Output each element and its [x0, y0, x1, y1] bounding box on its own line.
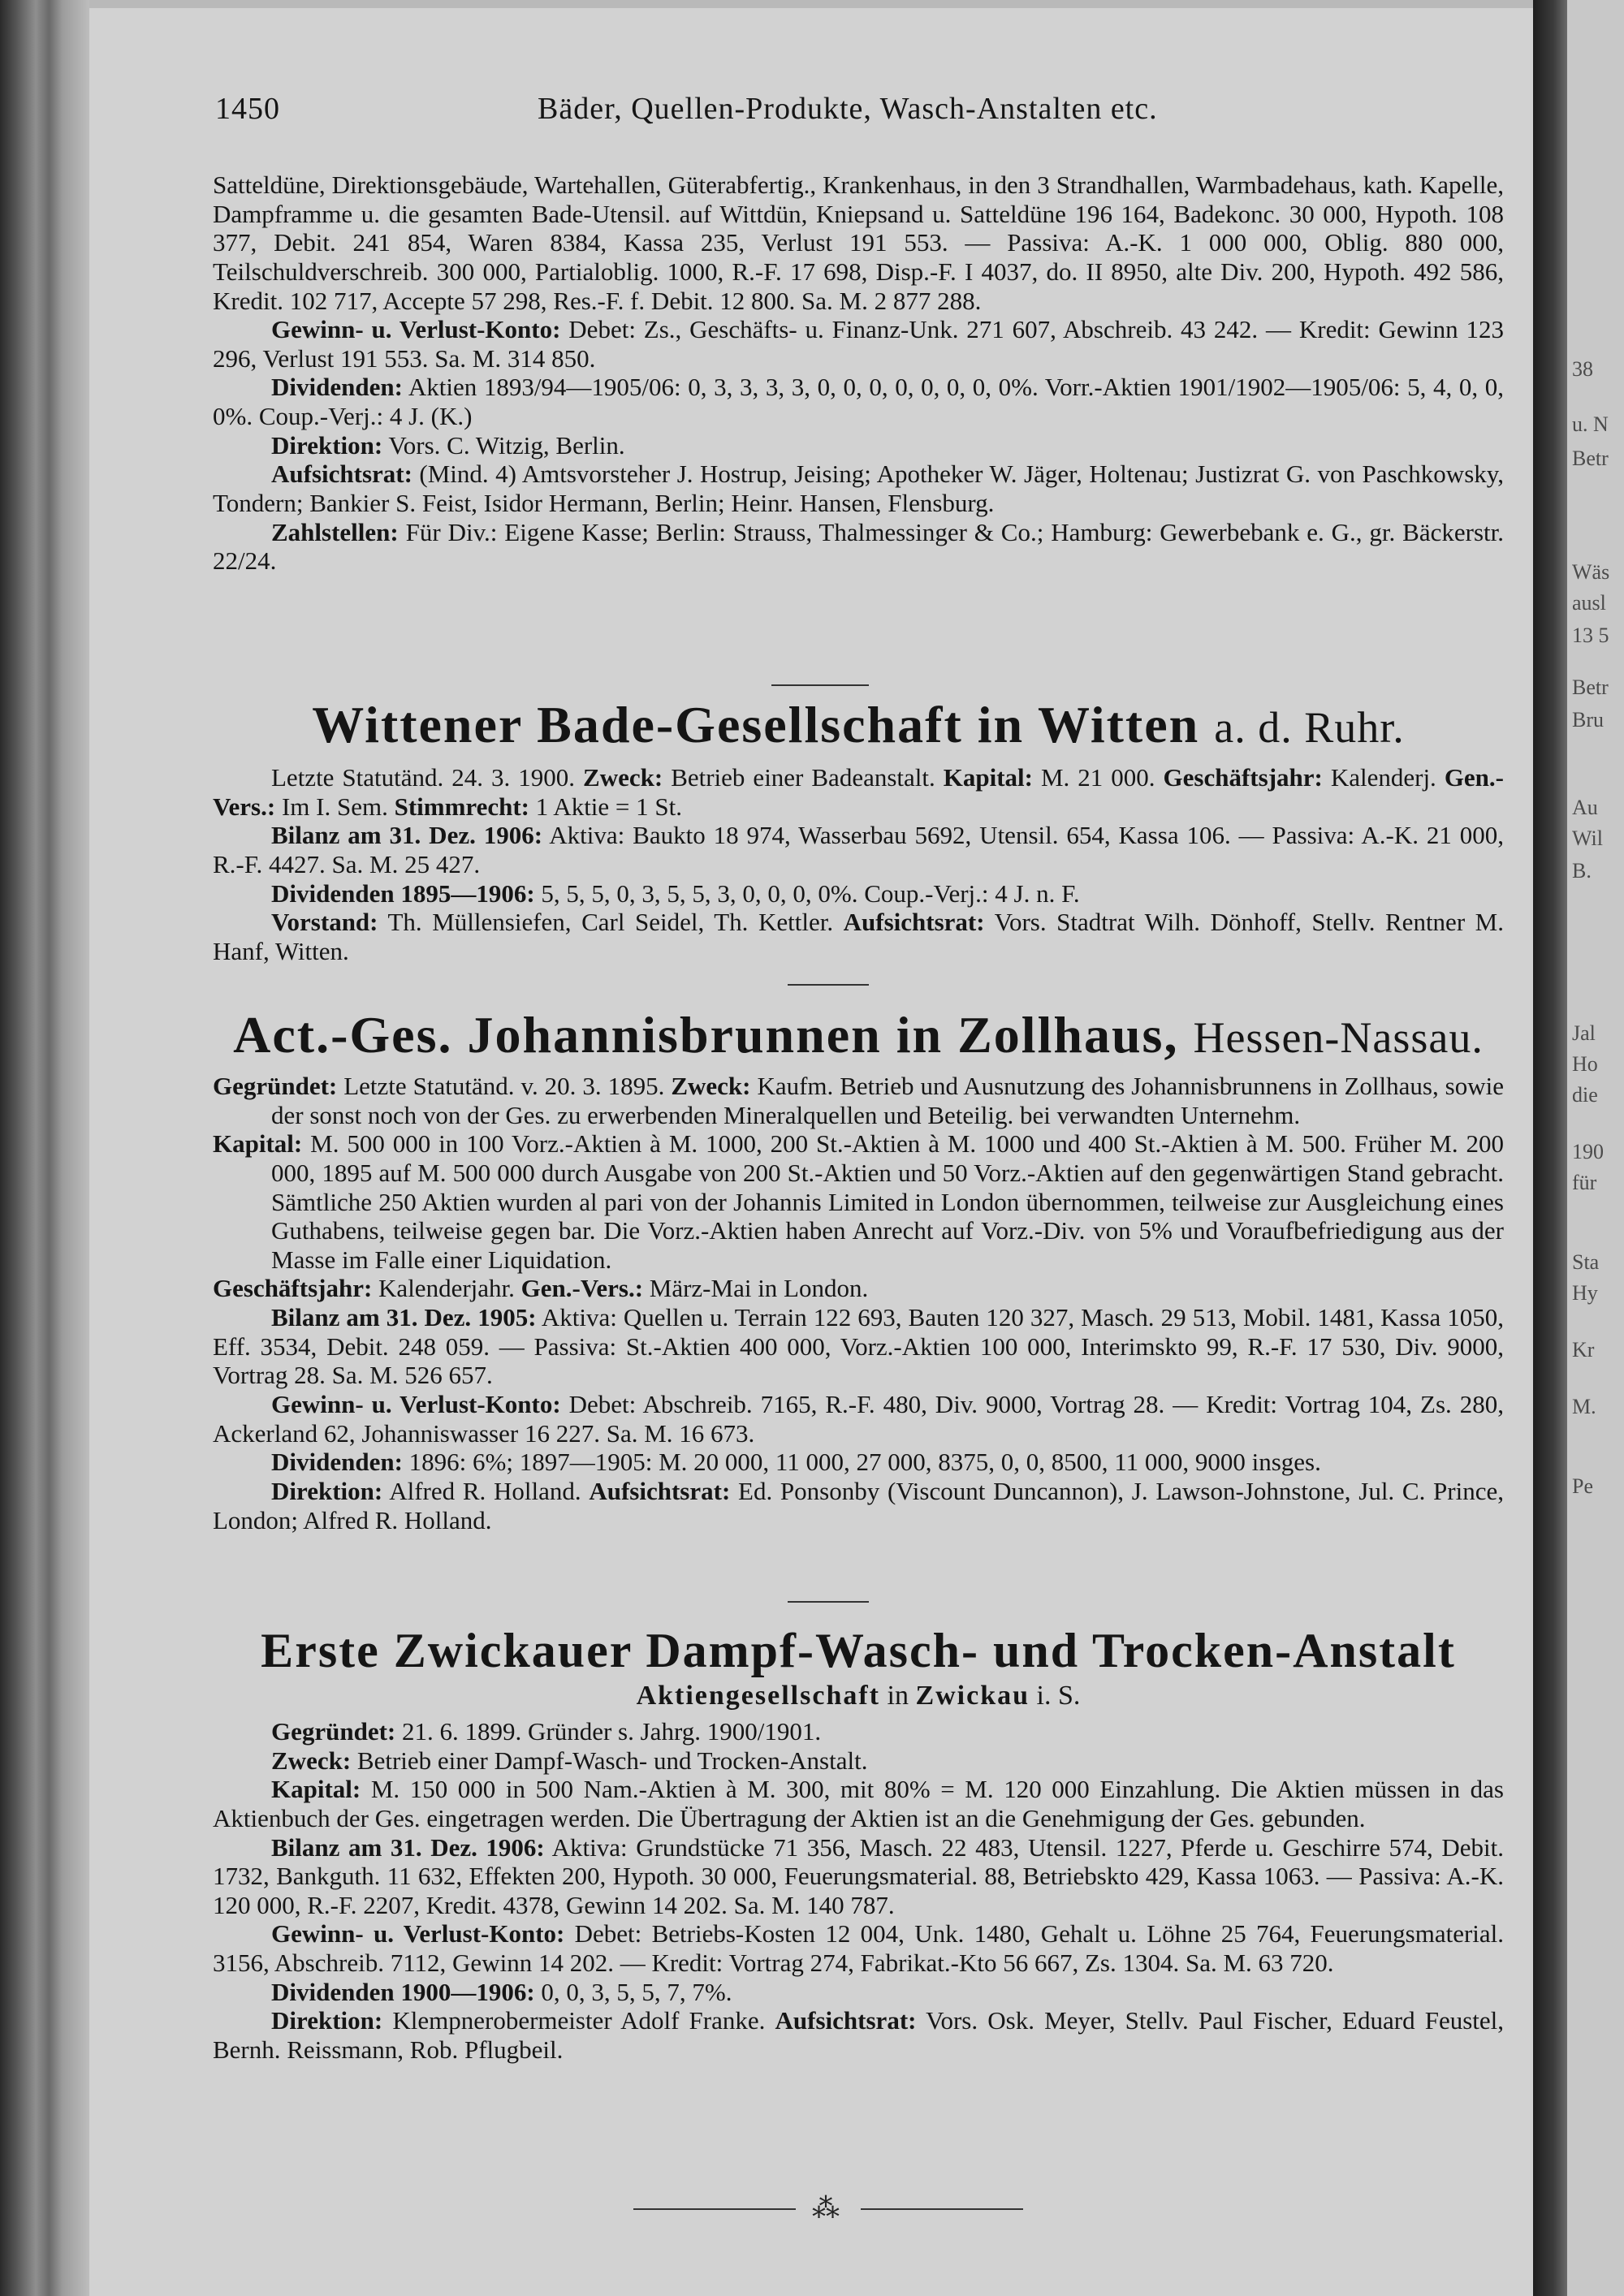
basics-paragraph: Letzte Statutänd. 24. 3. 1900. Zweck: Betrieb einer Badeanstalt. Kapital: M. 21 000. Geschäftsjahr: Kalenderj. Gen.-Vers.: Im I. Sem. Stimmrecht: 1 Aktie = 1 St. — [213, 763, 1504, 821]
next-page-fragment: Wäs — [1572, 560, 1610, 584]
next-page-fragment: Sta — [1572, 1250, 1600, 1274]
book-binding — [0, 0, 89, 2296]
company-name: Act.-Ges. Johannisbrunnen in Zollhaus, — [233, 1006, 1179, 1064]
profit-loss-paragraph — [213, 315, 1504, 373]
dividends-paragraph — [213, 373, 1504, 430]
next-page-fragment: M. — [1572, 1395, 1596, 1418]
founding-paragraph: Gegründet: Letzte Statutänd. v. 20. 3. 1895. Zweck: Kaufm. Betrieb und Ausnutzung des Johannisbrunnens in Zollhaus, sowie der sonst noch von der Ges. zu erwerbenden Mineralquellen und Beteilig. bei verwandten Unternehm. — [213, 1072, 1504, 1129]
next-page-fragment: u. N — [1572, 412, 1609, 436]
next-page-fragment: 38 — [1572, 357, 1593, 381]
section-divider — [771, 684, 869, 686]
next-page-fragment: Wil — [1572, 826, 1603, 850]
profit-loss-paragraph: Gewinn- u. Verlust-Konto: Debet: Abschreib. 7165, R.-F. 480, Div. 9000, Vortrag 28. — Kredit: Vortrag 104, Zs. 280, Ackerland 62, Johanniswasser 16 227. Sa. M. 16 673. — [213, 1390, 1504, 1448]
entry-zwickau — [213, 1717, 1504, 2065]
balance-paragraph: Bilanz am 31. Dez. 1906: Aktiva: Grundstücke 71 356, Masch. 22 483, Utensil. 1227, Pferde u. Geschirre 574, Debit. 1732, Bankguth. 11 632, Effekten 200, Hypoth. 30 000, Feuerungsmaterial. 88, Betriebskto 429, Kassa 1063. — Passiva: A.-K. 120 000, R.-F. 2207, Kredit. 4378, Gewinn 14 202. Sa. M. 140 787. — [213, 1832, 1504, 1919]
page-gutter — [1533, 0, 1567, 2296]
next-page-fragment: Pe — [1572, 1474, 1593, 1498]
field-value: (Mind. 4) Amtsvorsteher J. Hostrup, Jeising; Apotheker W. Jäger, Holtenau; Justizrat G. von Paschkowsky, Tondern; Bankier S. Feist, Isidor Hermann, Berlin; Heinr. Hansen, Flensburg. — [213, 460, 1504, 518]
purpose-paragraph: Zweck: Betrieb einer Dampf-Wasch- und Trocken-Anstalt. — [271, 1746, 868, 1775]
board-paragraph: Direktion: Alfred R. Holland. Aufsichtsrat: Ed. Ponsonby (Viscount Duncannon), J. Lawson-Johnstone, Jul. C. Prince, London; Alfred R. Holland. — [213, 1476, 1505, 1534]
entry-johannisbrunnen — [213, 1072, 1504, 1534]
next-page-fragment: Bru — [1572, 708, 1604, 732]
balance-paragraph: Bilanz am 31. Dez. 1905: Aktiva: Quellen u. Terrain 122 693, Bauten 120 327, Masch. 29 513, Mobil. 1481, Kassa 1050, Eff. 3534, Debit. 248 059. — Passiva: St.-Aktien 400 000, Vorz.-Aktien 100 000, Interimskto 99, R.-F. 17 530, Div. 9000, Vortrag 28. Sa. M. 526 657. — [213, 1303, 1504, 1390]
next-page-fragment: für — [1572, 1171, 1597, 1194]
ornament-rule-right — [861, 2208, 1023, 2210]
fiscal-paragraph: Geschäftsjahr: Kalenderjahr. Gen.-Vers.: März-Mai in London. — [213, 1274, 869, 1303]
entry-wittener — [213, 763, 1504, 965]
section-divider — [788, 1601, 869, 1603]
profit-loss-paragraph: Gewinn- u. Verlust-Konto: Debet: Betriebs-Kosten 12 004, Unk. 1480, Gehalt u. Löhne 25 764, Feuerungsmaterial. 3156, Abschreib. 7112, Gewinn 14 202. — Kredit: Vortrag 274, Fabrikat.-Kto 56 667, Zs. 1304. Sa. M. 63 720. — [213, 1919, 1505, 1978]
entry-title — [213, 1007, 1504, 1064]
field-value: Debet: Zs., Geschäfts- u. Finanz-Unk. 271 607, Abschreib. 43 242. — Kredit: Gewinn 123 296, Verlust 191 553. Sa. M. 314 850. — [213, 315, 1505, 373]
next-page-edge — [1567, 0, 1624, 2296]
next-page-fragment: Au — [1572, 796, 1598, 819]
field-value: Vors. C. Witzig, Berlin. — [388, 430, 625, 460]
page-number: 1450 — [215, 92, 280, 126]
next-page-fragment: B. — [1572, 859, 1592, 883]
supervisory-board-paragraph — [213, 460, 1504, 517]
next-page-fragment: 13 5 — [1572, 624, 1609, 647]
running-title: Bäder, Quellen-Produkte, Wasch-Anstalten etc. — [538, 92, 1158, 126]
field-label: Dividenden: — [271, 373, 403, 402]
next-page-fragment: Betr — [1572, 675, 1609, 699]
dividends-paragraph: Dividenden 1900—1906: 0, 0, 3, 5, 5, 7, 7%. — [271, 1977, 732, 2006]
entry-title — [213, 697, 1504, 753]
next-page-fragment: Hy — [1572, 1281, 1598, 1305]
company-location: a. d. Ruhr. — [1214, 703, 1405, 752]
next-page-fragment: Ho — [1572, 1052, 1598, 1076]
field-label: Gewinn- u. Verlust-Konto: — [271, 315, 561, 344]
management-paragraph — [213, 431, 1504, 460]
entry-subtitle: Aktiengesellschaft in Zwickau i. S. — [636, 1681, 1081, 1711]
next-page-fragment: Kr — [1572, 1338, 1595, 1362]
capital-paragraph: Kapital: M. 150 000 in 500 Nam.-Aktien à M. 300, mit 80% = M. 120 000 Einzahlung. Die Aktien müssen in das Aktienbuch der Ges. eingetragen werden. Die Übertragung der Aktien ist an die Genehmigung der Ges. gebunden. — [213, 1775, 1505, 1832]
entry-title: Erste Zwickauer Dampf-Wasch- und Trocken-Anstalt — [261, 1624, 1456, 1677]
field-label: Aufsichtsrat: — [271, 460, 412, 489]
field-label: Direktion: — [271, 430, 383, 460]
ornament-icon: ⁂ — [812, 2194, 840, 2224]
dividends-paragraph: Dividenden 1895—1906: 5, 5, 5, 0, 3, 5, 5, 3, 0, 0, 0, 0%. Coup.-Verj.: 4 J. n. F. — [271, 878, 1080, 908]
next-page-fragment: die — [1572, 1083, 1598, 1107]
ornament-rule-left — [633, 2208, 796, 2210]
capital-paragraph: Kapital: M. 500 000 in 100 Vorz.-Aktien à M. 1000, 200 St.-Aktien à M. 1000 und 400 St.-Aktien à M. 500. Früher M. 200 000, 1895 auf M. 500 000 durch Ausgabe von 200 St.-Aktien und 50 Vorz.-Aktien auf den gegenwärtigen Stand gebracht. Sämtliche 250 Aktien wurden al pari von der Johannis Limited in London übernommen, teilweise zur Ausgleichung eines Guthabens, teilweise gegen bar. Die Vorz.-Aktien haben Anrecht auf Vorz.-Div. von 5% und Voraufbefriedigung aus der Masse im Falle einer Liquidation. — [213, 1129, 1504, 1274]
company-name: Wittener Bade-Gesellschaft in Witten — [312, 696, 1200, 753]
field-value: Für Div.: Eigene Kasse; Berlin: Strauss, Thalmessinger & Co.; Hamburg: Gewerbebank e. G., gr. Bäckerstr. 22/24. — [213, 517, 1505, 576]
next-page-fragment: 190 — [1572, 1140, 1604, 1163]
field-value: Aktien 1893/94—1905/06: 0, 3, 3, 3, 3, 0, 0, 0, 0, 0, 0, 0, 0%. Vorr.-Aktien 1901/1902—1905/06: 5, 4, 0, 0, 0%. Coup.-Verj.: 4 J. (K.) — [213, 373, 1504, 431]
next-page-fragment: Betr — [1572, 447, 1609, 470]
field-label: Zahlstellen: — [271, 517, 399, 546]
founding-paragraph: Gegründet: 21. 6. 1899. Gründer s. Jahrg. 1900/1901. — [271, 1717, 822, 1746]
next-page-fragment: ausl — [1572, 591, 1606, 615]
balance-paragraph: Bilanz am 31. Dez. 1906: Aktiva: Baukto 18 974, Wasserbau 5692, Utensil. 654, Kassa 106. — Passiva: A.-K. 21 000, R.-F. 4427. Sa. M. 25 427. — [213, 821, 1504, 878]
paying-agents-paragraph — [213, 518, 1504, 576]
board-paragraph: Vorstand: Th. Müllensiefen, Carl Seidel, Th. Kettler. Aufsichtsrat: Vors. Stadtrat Wilh. Dönhoff, Stellv. Rentner M. Hanf, Witten. — [213, 908, 1504, 965]
company-location: Hessen-Nassau. — [1193, 1013, 1484, 1062]
dividends-paragraph: Dividenden: 1896: 6%; 1897—1905: M. 20 000, 11 000, 27 000, 8375, 0, 0, 8500, 11 000, 9000 insges. — [271, 1448, 1321, 1477]
board-paragraph: Direktion: Klempnerobermeister Adolf Franke. Aufsichtsrat: Vors. Osk. Meyer, Stellv. Paul Fischer, Eduard Feustel, Bernh. Reissmann, Rob. Pflugbeil. — [213, 2006, 1505, 2065]
next-page-fragment: Jal — [1572, 1021, 1596, 1045]
balance-continuation: Satteldüne, Direktionsgebäude, Wartehallen, Güterabfertig., Krankenhaus, in den 3 Strandhallen, Warmbadehaus, kath. Kapelle, Dampframme u. die gesamten Bade-Utensil. auf Wittdün, Kniepsand u. Satteldüne 196 164, Badekonc. 30 000, Hypoth. 108 377, Debit. 241 854, Waren 8384, Kassa 235, Verlust 191 553. — Passiva: A.-K. 1 000 000, Oblig. 880 000, Teilschuldverschreib. 300 000, Partialoblig. 1000, R.-F. 17 698, Disp.-F. I 4037, do. II 8950, alte Div. 200, Hypoth. 492 586, Kredit. 102 717, Accepte 57 298, Res.-F. f. Debit. 12 800. Sa. M. 2 877 288. — [213, 170, 1504, 315]
entry-continuation — [213, 170, 1504, 576]
section-divider — [788, 984, 869, 986]
